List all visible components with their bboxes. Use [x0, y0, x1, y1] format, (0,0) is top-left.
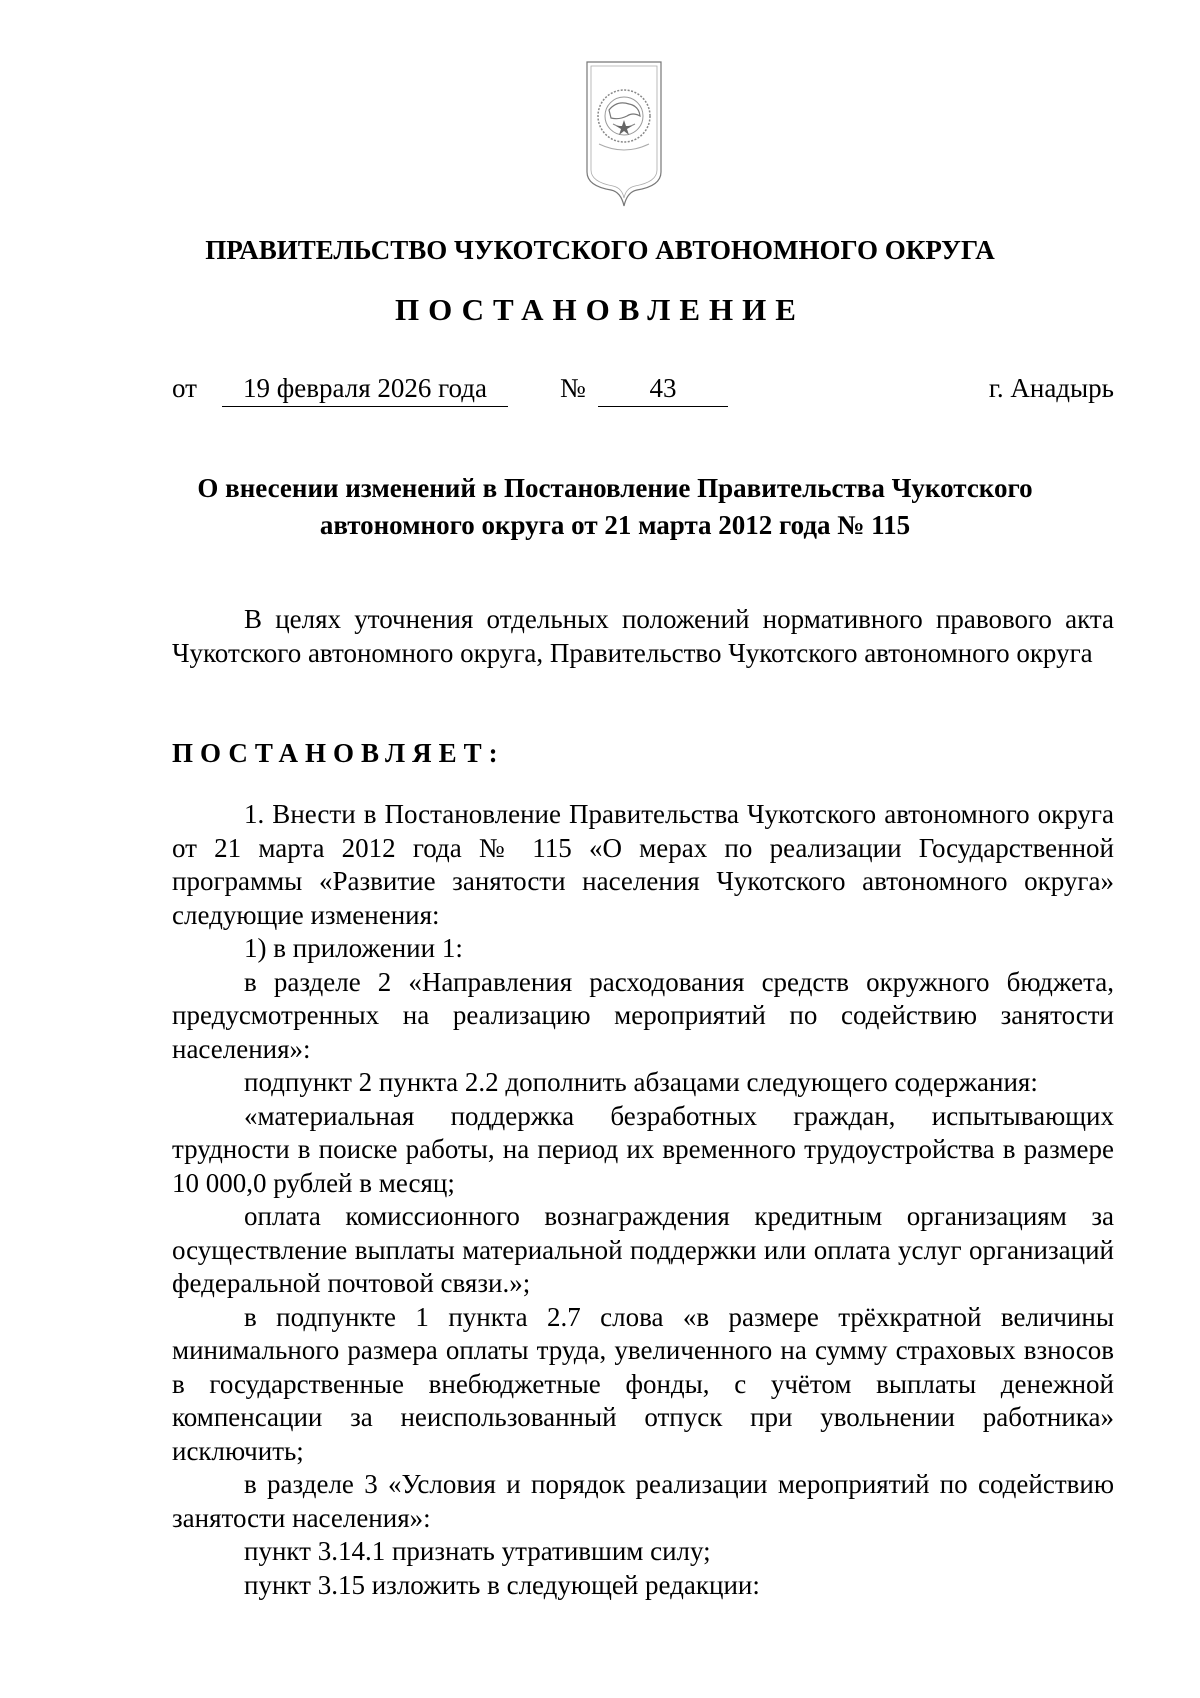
body-paragraph: 1. Внести в Постановление Правительства Чукотского автономного округа от 21 марта 2012 года № 115 «О мерах по реализации Государственной программы «Развитие занятости населения Чукотского автономного округа» следующие изменения:: [172, 799, 1114, 930]
body-paragraph: в разделе 2 «Направления расходования средств окружного бюджета, предусмотренных на реализацию мероприятий по содействию занятости населения»:: [172, 966, 1114, 1064]
decree-word: ПОСТАНОВЛЯЕТ:: [172, 738, 505, 768]
document-city: г. Анадырь: [988, 373, 1114, 403]
preamble-block: [172, 603, 1114, 670]
document-date: 19 февраля 2026 года: [222, 370, 508, 407]
body-paragraph: пункт 3.14.1 признать утратившим силу;: [244, 1536, 711, 1566]
number-sign: №: [560, 373, 586, 403]
body-paragraph: в подпункте 1 пункта 2.7 слова «в размере трёхкратной величины минимального размера оплаты труда, увеличенного на сумму страховых взносов в государственные внебюджетные фонды, с учётом выплаты денежной компенсации за неиспользованный отпуск при увольнении работника» исключить;: [172, 1301, 1114, 1466]
body-paragraph: пункт 3.15 изложить в следующей редакции:: [244, 1569, 760, 1600]
subject-line-1: О внесении изменений в Постановление Правительства Чукотского: [197, 473, 1033, 503]
document-type-title: ПОСТАНОВЛЕНИЕ: [395, 292, 805, 327]
coat-of-arms-emblem: [585, 60, 663, 208]
body-paragraph: в разделе 3 «Условия и порядок реализации мероприятий по содействию занятости населения»:: [172, 1469, 1114, 1533]
document-subject: [150, 470, 1080, 544]
document-number: 43: [598, 370, 728, 407]
body-paragraph: подпункт 2 пункта 2.2 дополнить абзацами следующего содержания:: [244, 1067, 1038, 1097]
subject-line-2: автономного округа от 21 марта 2012 года № 115: [319, 510, 911, 540]
government-title: ПРАВИТЕЛЬСТВО ЧУКОТСКОГО АВТОНОМНОГО ОКРУГА: [205, 235, 995, 265]
body-paragraph: оплата комиссионного вознаграждения кредитным организациям за осуществление выплаты материальной поддержки или оплата услуг организаций федеральной почтовой связи.»;: [172, 1201, 1114, 1298]
date-prefix: от: [172, 373, 197, 403]
body-paragraph: 1) в приложении 1:: [244, 933, 463, 963]
preamble-paragraph: В целях уточнения отдельных положений нормативного правового акта Чукотского автономного округа, Правительство Чукотского автономного округа: [172, 604, 1114, 668]
body-paragraph: «материальная поддержка безработных граждан, испытывающих трудности в поиске работы, на период их временного трудоустройства в размере 10 000,0 рублей в месяц;: [172, 1100, 1114, 1198]
decree-body: [172, 798, 1114, 1602]
